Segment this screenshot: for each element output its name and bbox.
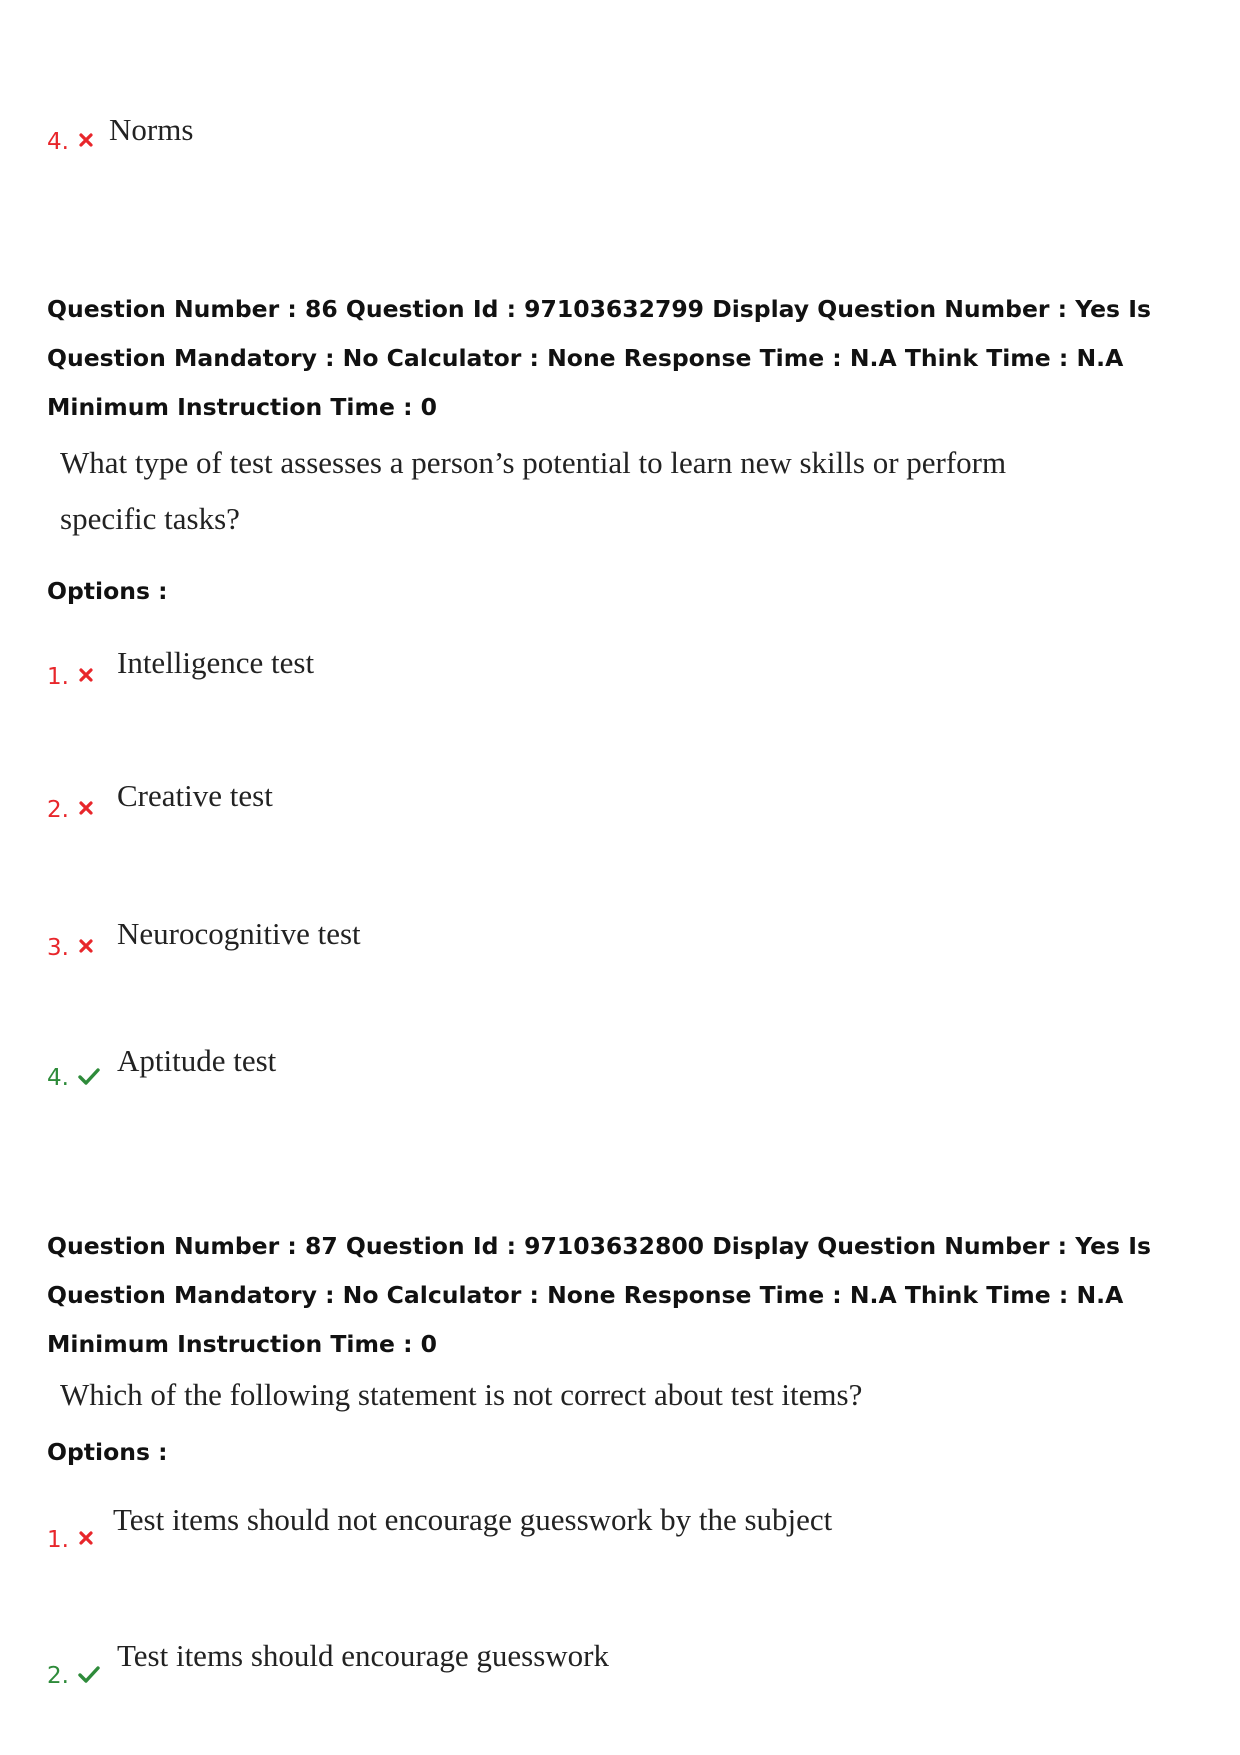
cross-icon [78, 1530, 94, 1546]
option-text: Creative test [117, 778, 273, 813]
option-number: 2. [47, 797, 69, 823]
check-icon [78, 1067, 100, 1085]
option-number: 3. [47, 935, 69, 961]
options-label: Options : [47, 577, 168, 605]
question-text-line2: specific tasks? [60, 501, 240, 536]
option-text: Intelligence test [117, 645, 315, 680]
option-number: 1. [47, 1527, 69, 1553]
option-number: 4. [47, 129, 69, 155]
cross-icon [78, 132, 94, 148]
cross-icon [78, 800, 94, 816]
option-text: Test items should not encourage guesswork by the subject [113, 1502, 833, 1537]
check-icon [78, 1665, 100, 1683]
question-text-line1: Which of the following statement is not correct about test items? [60, 1377, 863, 1412]
option-number: 1. [47, 664, 69, 690]
option-number: 4. [47, 1065, 69, 1091]
option-text: Norms [109, 112, 194, 147]
question-meta: Question Number : 87 Question Id : 97103632800 Display Question Number : Yes Is Question Mandatory : No Calculator : None Response Time : N.A Think Time : N.A Minimum Instruction Time : 0 [47, 1232, 1151, 1358]
cross-icon [78, 667, 94, 683]
cross-icon [78, 938, 94, 954]
option-number: 2. [47, 1663, 69, 1689]
options-label: Options : [47, 1438, 168, 1466]
question-text-line1: What type of test assesses a person’s potential to learn new skills or perform [60, 445, 1007, 480]
option-text: Neurocognitive test [117, 916, 361, 951]
option-text: Aptitude test [117, 1043, 277, 1078]
option-text: Test items should encourage guesswork [117, 1638, 610, 1673]
question-meta: Question Number : 86 Question Id : 97103632799 Display Question Number : Yes Is Question Mandatory : No Calculator : None Response Time : N.A Think Time : N.A Minimum Instruction Time : 0 [47, 295, 1151, 421]
